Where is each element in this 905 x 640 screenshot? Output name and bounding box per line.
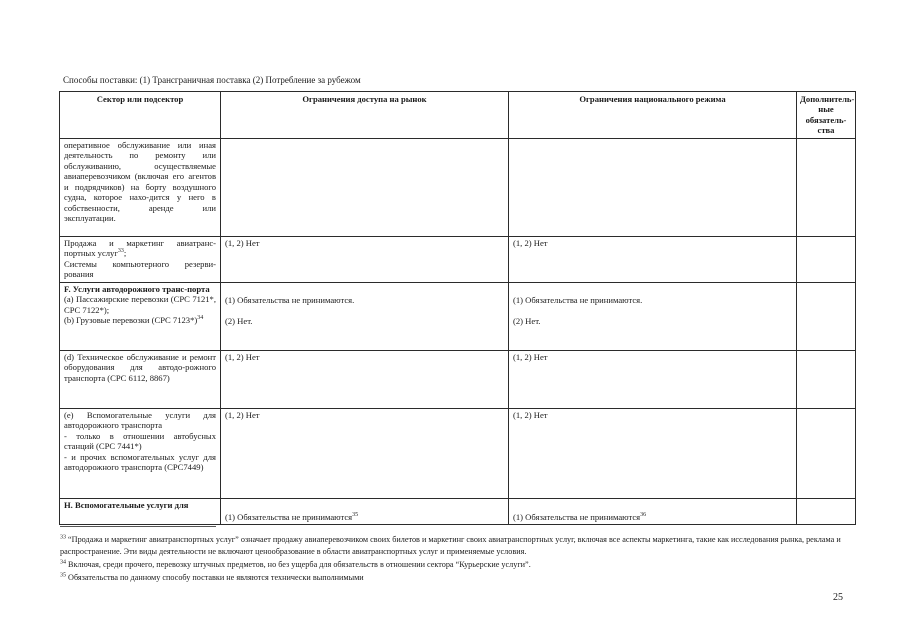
sector-text: (a) Пассажирские перевозки (CPC 7121*, CPC 7122*);	[64, 294, 216, 315]
national-treatment-cell: (1, 2) Нет	[509, 350, 797, 408]
sector-text: (e) Вспомогательные услуги для автодорожного транспорта	[64, 409, 216, 431]
sector-cell	[60, 282, 221, 350]
market-access-cell: (1, 2) Нет	[221, 350, 509, 408]
sector-cell: H. Вспомогательные услуги для	[60, 498, 221, 524]
sector-cell: (d) Техническое обслуживание и ремонт оборудования для автодо-рожного транспорта (CPC 6112, 8867)	[60, 350, 221, 408]
sector-cell: оперативное обслуживание или иная деятельность по ремонту или обслуживанию, осуществляемые авиаперевозчиком (включая его агентов и подрядчиков) на борту воздушного судна, которое нахо-дится у него в собственности, аренде или эксплуатации.	[60, 138, 221, 236]
additional-cell	[797, 138, 856, 236]
national-treatment-cell: (1, 2) Нет	[509, 236, 797, 282]
footnote-number: 35	[60, 572, 66, 579]
market-access-cell: (1, 2) Нет	[221, 408, 509, 498]
footnote-number: 33	[60, 534, 66, 541]
footnote-number: 34	[60, 559, 66, 566]
sector-text: (b) Грузовые перевозки (CPC 7123*)$^{34}$	[64, 315, 204, 326]
footnote-separator	[60, 526, 216, 527]
header-additional-commitments: Дополнитель-ные обязатель-ства	[797, 92, 856, 139]
commitments-table	[59, 91, 856, 525]
sector-text: Системы компьютерного резерви-рования	[64, 258, 216, 280]
footnote: $^{33}$ “Продажа и маркетинг авиатранспортных услуг” означает продажу авиаперевозчиком своих билетов и маркетинг своих авиатранспортных услуг, включая все аспекты маркетинга, такие как исследования рынка, реклама и распространение. Эти виды деятельности не включают ценообразование в области авиатранспортных услуг и применяемые условия.	[60, 534, 841, 556]
table-header-row	[60, 92, 856, 139]
national-treatment-cell	[509, 138, 797, 236]
footnote-ref: 36	[640, 512, 647, 519]
sector-text: Продажа и маркетинг авиатранс-портных услуг$^{33}$;	[64, 237, 216, 259]
header-sector: Сектор или подсектор	[60, 92, 221, 139]
footnote: $^{35}$ Обязательства по данному способу поставки не являются технически выполнимыми	[60, 572, 364, 582]
header-market-access: Ограничения доступа на рынок	[221, 92, 509, 139]
national-treatment-cell: (1) Обязательства не принимаются$^{36}$	[509, 498, 797, 524]
sector-cell	[60, 236, 221, 282]
footnote: $^{34}$ Включая, среди прочего, перевозку штучных предметов, но без ущерба для обязательств в отношении сектора “Курьерские услуги”.	[60, 559, 531, 569]
footnote-ref: 33	[117, 248, 124, 255]
additional-cell	[797, 350, 856, 408]
footnote-ref: 34	[197, 315, 204, 322]
market-access-cell: (1) Обязательства не принимаются$^{35}$	[221, 498, 509, 524]
table-row	[60, 138, 856, 236]
market-access-cell: (1, 2) Нет	[221, 236, 509, 282]
national-treatment-cell: (1, 2) Нет	[509, 408, 797, 498]
supply-modes-line: Способы поставки: (1) Трансграничная поставка (2) Потребление за рубежом	[63, 75, 361, 85]
sector-cell	[60, 408, 221, 498]
sector-text: - и прочих вспомогательных услуг для автодорожного транспорта (CPC7449)	[64, 451, 216, 473]
sector-text: - только в отношении автобусных станций (CPC 7441*)	[64, 430, 216, 452]
footnote-ref: 35	[352, 512, 359, 519]
table-row	[60, 282, 856, 350]
national-treatment-cell: (1) Обязательства не принимаются. (2) Нет.	[509, 282, 797, 350]
market-access-cell: (1) Обязательства не принимаются. (2) Нет.	[221, 282, 509, 350]
header-national-treatment: Ограничения национального режима	[509, 92, 797, 139]
table-row	[60, 236, 856, 282]
table-row	[60, 350, 856, 408]
page-number: 25	[833, 592, 843, 603]
market-access-cell	[221, 138, 509, 236]
additional-cell	[797, 498, 856, 524]
additional-cell	[797, 236, 856, 282]
additional-cell	[797, 408, 856, 498]
table-row	[60, 408, 856, 498]
additional-cell	[797, 282, 856, 350]
table-row	[60, 498, 856, 524]
section-heading: F. Услуги автодорожного транс-порта	[64, 283, 210, 294]
